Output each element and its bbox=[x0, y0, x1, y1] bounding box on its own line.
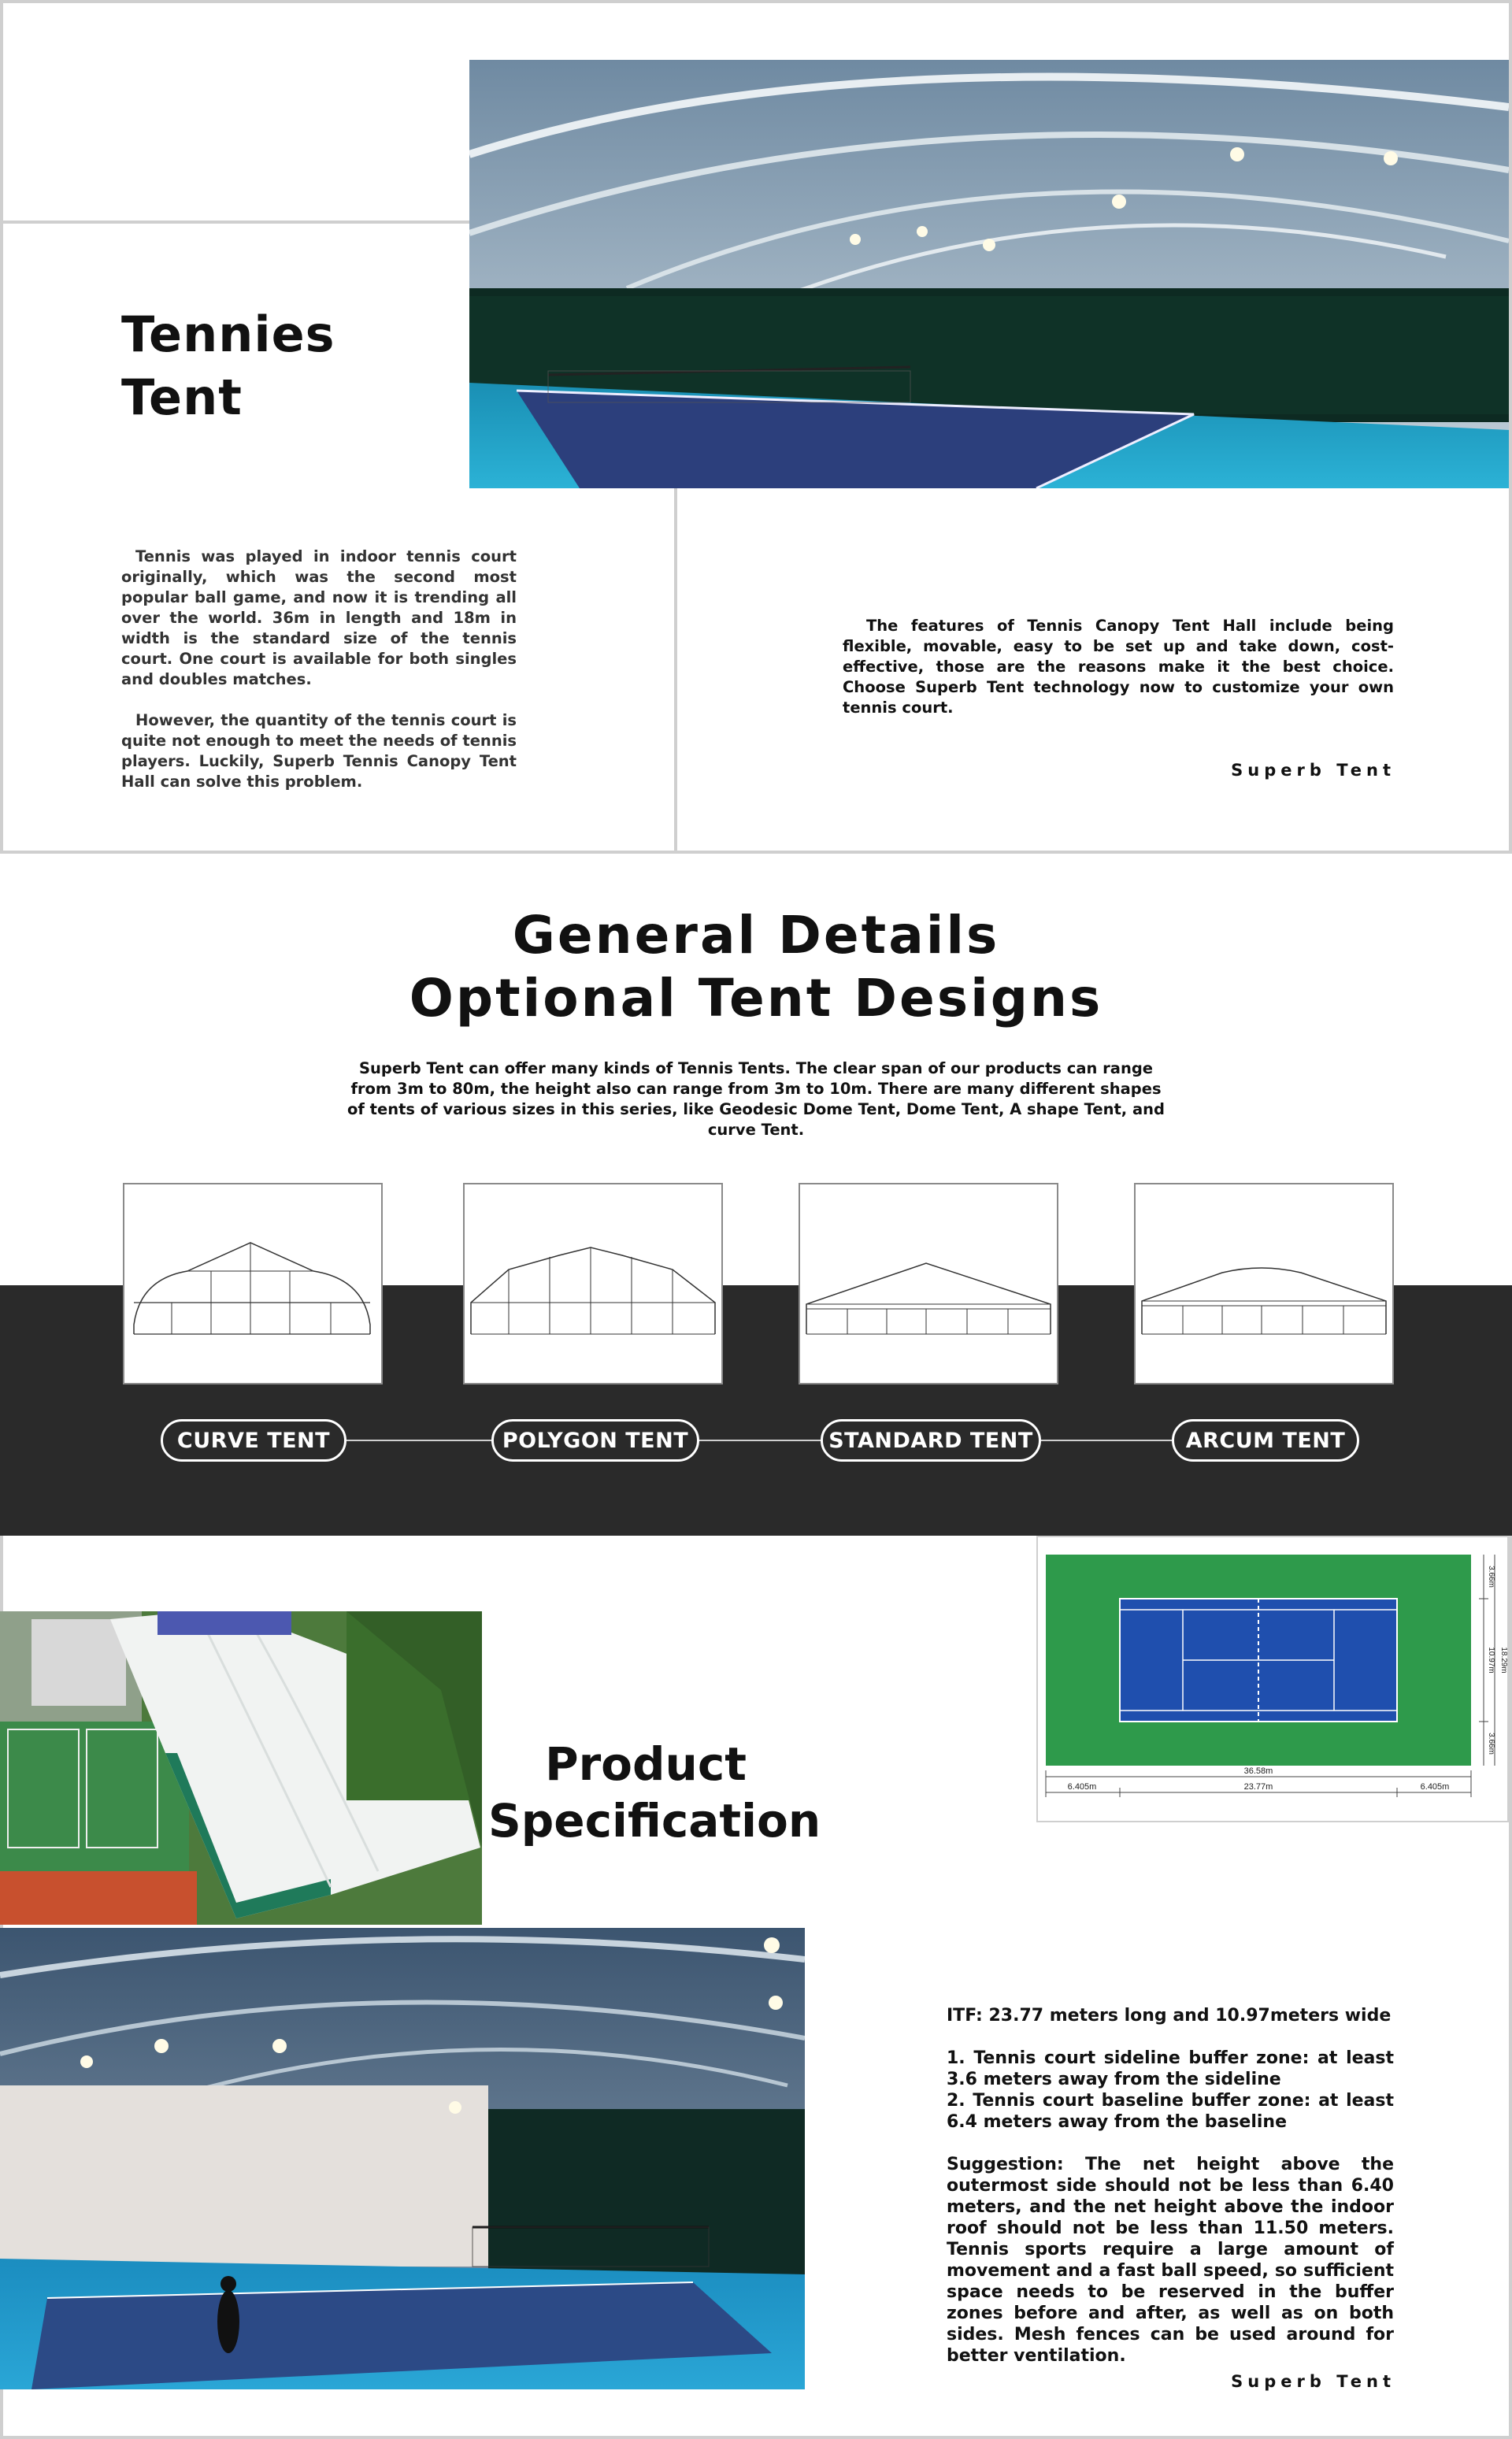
brand-signature-2: Superb Tent bbox=[1231, 2372, 1395, 2391]
intro-paragraph-1: Tennis was played in indoor tennis court originally, which was the second most popular ball game, and now it is trending all over the world. 36m in length and 18m in width is the standard size of the tennis court. One court is available for both singles and doubles matches. bbox=[121, 547, 517, 688]
buffer-right-label: 6.405m bbox=[1420, 1782, 1450, 1792]
curve-tent-label: CURVE TENT bbox=[161, 1419, 346, 1462]
page-title bbox=[121, 303, 335, 429]
court-dimension-diagram bbox=[1036, 1536, 1509, 1822]
standard-tent-diagram bbox=[799, 1183, 1058, 1384]
sideline-buffer-rule: 1. Tennis court sideline buffer zone: at least 3.6 meters away from the sideline bbox=[947, 2048, 1394, 2089]
polygon-tent-label: POLYGON TENT bbox=[491, 1419, 699, 1462]
side-top-label: 3.66m bbox=[1487, 1566, 1495, 1588]
suggestion-text: Suggestion: The net height above the outermost side should not be less than 6.40 meters, and the net height above the indoor roof should not be less than 11.50 meters. Tennis sports require a large amount of movement and a fast ball speed, so sufficient space needs to be reserved in the buffer zones before and after, as well as on both sides. Mesh fences can be used around for better ventilation. bbox=[947, 2155, 1394, 2366]
connector-2 bbox=[698, 1440, 821, 1441]
curve-tent-diagram bbox=[123, 1183, 383, 1384]
total-width-label: 18.29m bbox=[1499, 1647, 1507, 1674]
intro-paragraph-2: However, the quantity of the tennis court is quite not enough to meet the needs of tennis players. Luckily, Superb Tennis Canopy Tent Hall can solve this problem. bbox=[121, 711, 517, 791]
spec-heading-line-2: Specification bbox=[488, 1794, 821, 1848]
indoor-court-photo bbox=[0, 1928, 805, 2389]
brand-signature-1: Superb Tent bbox=[1231, 761, 1395, 780]
arcum-tent-diagram bbox=[1134, 1183, 1394, 1384]
baseline-buffer-rule: 2. Tennis court baseline buffer zone: at least 6.4 meters away from the baseline bbox=[947, 2091, 1394, 2132]
tennis-tent-interior-photo bbox=[469, 60, 1509, 488]
standard-tent-label: STANDARD TENT bbox=[821, 1419, 1041, 1462]
polygon-tent-diagram bbox=[463, 1183, 723, 1384]
spec-heading bbox=[488, 1736, 821, 1849]
aerial-tent-photo bbox=[0, 1611, 482, 1925]
connector-1 bbox=[346, 1440, 493, 1441]
designs-heading-2: Optional Tent Designs bbox=[409, 968, 1103, 1029]
title-line-2: Tent bbox=[121, 369, 243, 426]
spec-heading-line-1: Product bbox=[545, 1737, 747, 1791]
connector-3 bbox=[1040, 1440, 1173, 1441]
title-line-1: Tennies bbox=[121, 306, 335, 363]
itf-dimension-text: ITF: 23.77 meters long and 10.97meters wide bbox=[947, 2006, 1392, 2026]
designs-heading-1: General Details bbox=[512, 905, 1000, 966]
features-text: The features of Tennis Canopy Tent Hall include being flexible, movable, easy to be set up and take down, cost-effective, those are the reasons make it the best choice. Choose Superb Tent technology now to customize your own tennis court. bbox=[843, 617, 1394, 717]
spec-text-block bbox=[947, 2005, 1394, 2367]
court-length-label: 23.77m bbox=[1243, 1782, 1273, 1792]
side-bottom-label: 3.66m bbox=[1487, 1733, 1495, 1755]
total-length-label: 36.58m bbox=[1243, 1766, 1273, 1776]
designs-description: Superb Tent can offer many kinds of Tennis Tents. The clear span of our products can range from 3m to 80m, the height also can range from 3m to 10m. There are many different shapes of tents of various sizes in this series, like Geodesic Dome Tent, Dome Tent, A shape Tent, and curve Tent. bbox=[346, 1059, 1165, 1139]
court-width-label: 10.97m bbox=[1487, 1647, 1495, 1674]
intro-text bbox=[121, 547, 517, 792]
arcum-tent-label: ARCUM TENT bbox=[1172, 1419, 1359, 1462]
buffer-left-label: 6.405m bbox=[1067, 1782, 1097, 1792]
